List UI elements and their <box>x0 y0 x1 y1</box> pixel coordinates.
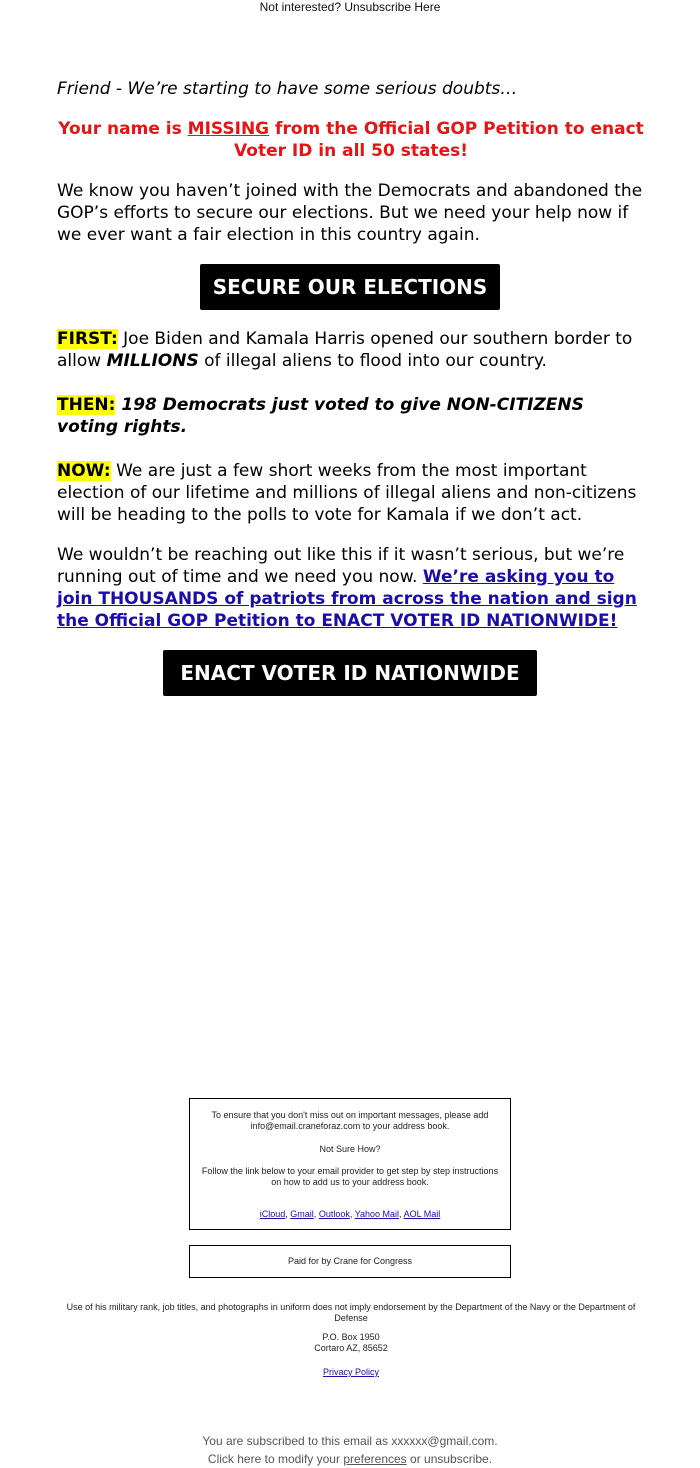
provider-link-aol[interactable]: AOL Mail <box>403 1209 441 1219</box>
missing-alert <box>57 118 645 162</box>
first-text-b: of illegal aliens to flood into our country. <box>198 351 547 371</box>
intro-paragraph: We know you haven’t joined with the Democrats and abandoned the GOP’s efforts to secure our elections. But we need your help now if we ever want a fair election in this country again. <box>57 181 643 245</box>
millions-emphasis: MILLIONS <box>106 351 199 371</box>
appeal-paragraph <box>57 544 645 632</box>
now-text: We are just a few short weeks from the most important election of our lifetime and millions of illegal aliens and non-citizens will be heading to the polls to vote for Kamala if we don’t act. <box>57 461 637 525</box>
first-label: FIRST: <box>57 329 118 349</box>
paid-for-text: Paid for by Crane for Congress <box>287 1256 413 1266</box>
now-paragraph <box>57 460 645 526</box>
unsubscribe-header <box>0 0 700 14</box>
then-label: THEN: <box>57 395 116 415</box>
provider-links: iCloud, Gmail, Outlook, Yahoo Mail, AOL Mail <box>259 1209 441 1219</box>
first-paragraph <box>57 328 645 372</box>
petition-link[interactable]: We’re asking you to join THOUSANDS of patriots from across the nation and sign the Official GOP Petition to ENACT VOTER ID NATIONWIDE! <box>57 567 637 631</box>
not-sure-how: Not Sure How? <box>319 1144 381 1154</box>
provider-link-outlook[interactable]: Outlook <box>318 1209 350 1219</box>
preferences-link[interactable]: preferences <box>343 1452 407 1466</box>
enact-voter-id-button[interactable]: ENACT VOTER ID NATIONWIDE <box>163 650 537 696</box>
military-disclaimer: Use of his military rank, job titles, and photographs in uniform does not imply endorsement by the Department of the Navy or the Department of Defense <box>66 1302 636 1323</box>
provider-link-gmail[interactable]: Gmail <box>290 1209 314 1219</box>
now-label: NOW: <box>57 461 111 481</box>
mailing-address <box>57 1332 645 1354</box>
unsubscribe-link[interactable]: Not interested? Unsubscribe Here <box>259 0 441 14</box>
provider-instructions: Follow the link below to your email provider to get step by step instructions on how to add us to your address book. <box>201 1166 499 1187</box>
modify-preferences-notice <box>0 1450 700 1468</box>
modify-text-b: or unsubscribe. <box>406 1452 493 1466</box>
subscription-notice: You are subscribed to this email as xxxxxx@gmail.com. <box>202 1434 498 1448</box>
provider-link-yahoo[interactable]: Yahoo Mail <box>354 1209 400 1219</box>
alert-prefix: Your name is <box>58 119 188 139</box>
paid-for-box <box>189 1245 511 1278</box>
first-text-a: Joe Biden and Kamala Harris opened our southern border to allow <box>57 329 633 371</box>
then-text: 198 Democrats just voted to give NON-CITIZENS voting rights. <box>57 395 584 437</box>
then-paragraph <box>57 394 645 438</box>
alert-missing-word: MISSING <box>187 119 270 139</box>
provider-link-icloud[interactable]: iCloud <box>259 1209 286 1219</box>
privacy-policy-row <box>57 1367 645 1378</box>
modify-text-a: Click here to modify your <box>207 1452 344 1466</box>
alert-suffix: from the Official GOP Petition to enact Voter ID in all 50 states! <box>234 119 644 161</box>
address-line-2: Cortaro AZ, 85652 <box>314 1343 388 1353</box>
address-line-1: P.O. Box 1950 <box>322 1332 380 1342</box>
secure-elections-button[interactable]: SECURE OUR ELECTIONS <box>200 264 500 310</box>
greeting: Friend - We’re starting to have some serious doubts… <box>57 79 518 99</box>
address-book-instructions: To ensure that you don't miss out on important messages, please add info@email.craneforaz.com to your address book. <box>211 1110 489 1131</box>
address-book-box <box>189 1098 511 1230</box>
privacy-policy-link[interactable]: Privacy Policy <box>322 1367 379 1377</box>
appeal-text: We wouldn’t be reaching out like this if it wasn’t serious, but we’re running out of time and we need you now. <box>57 545 625 587</box>
